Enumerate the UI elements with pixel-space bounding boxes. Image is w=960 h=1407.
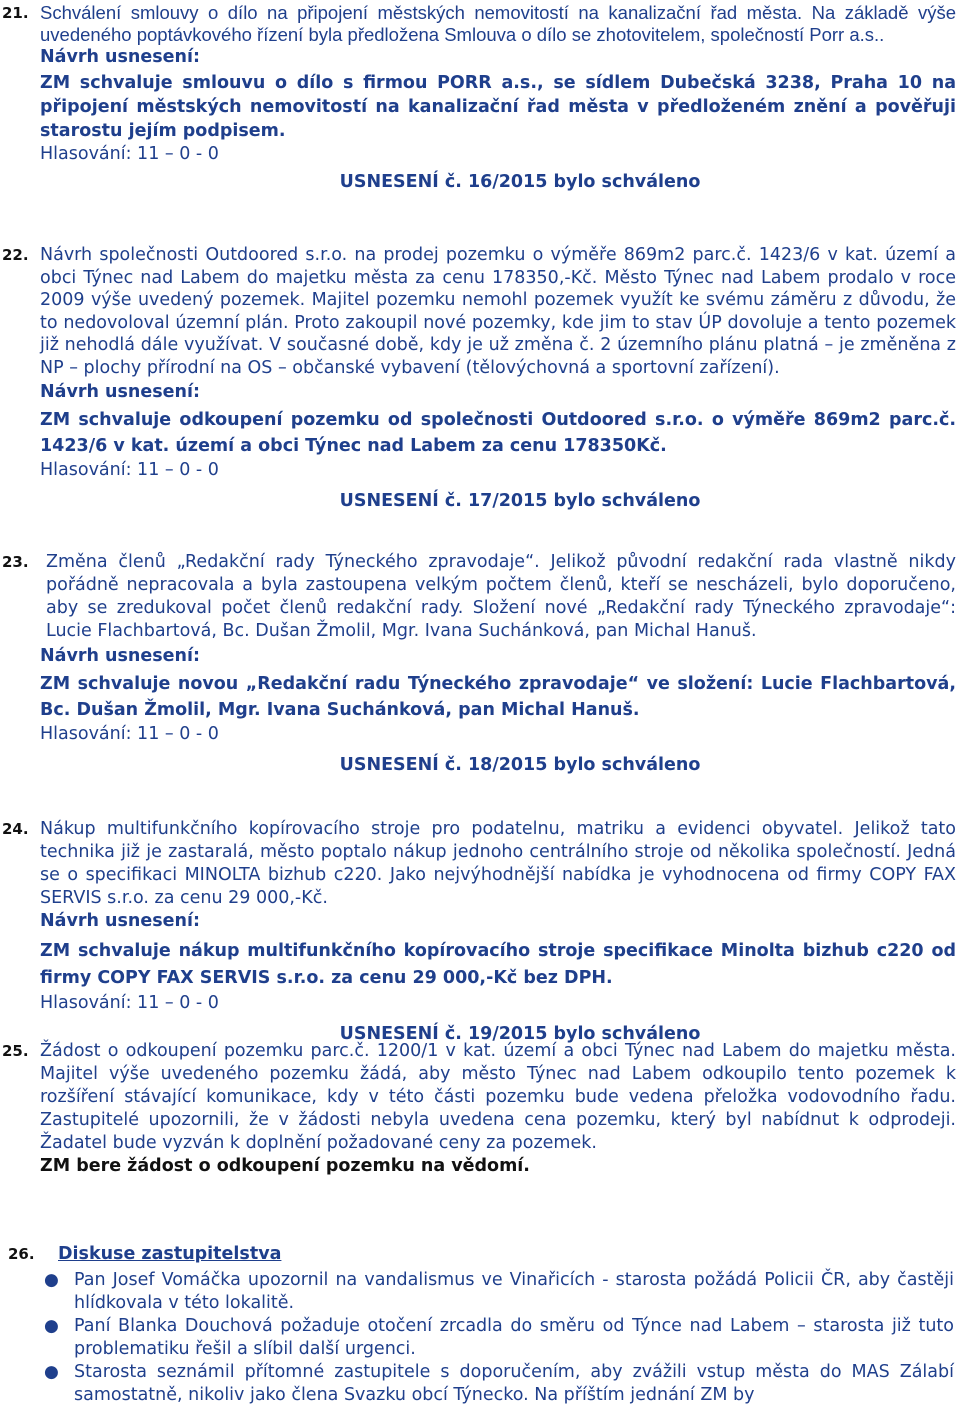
section-title: Diskuse zastupitelstva xyxy=(58,1244,282,1264)
intro-part: Proto zakoupil nové pozemky, kde jim to stav ÚP dovoluje a tento pozemek již nehodlá dále využívat. xyxy=(40,312,956,355)
discussion-list xyxy=(0,1269,960,1407)
intro-part: Majitel pozemku nemohl pozemek využít ke svému záměru z důvodu, že to nedovoloval územní plán. xyxy=(40,290,956,333)
item-intro xyxy=(46,551,956,643)
list-item: ● Paní Blanka Douchová požaduje otočení zrcadla do směru od Týnce nad Labem – starosta již tuto problematiku řešil a slíbil další urgenci. xyxy=(44,1316,954,1359)
intro-part: Město Týnec nad Labem prodalo v roce 2009 výše uvedený pozemek. xyxy=(40,267,956,310)
resolution-text: ZM schvaluje nákup multifunkčního kopírovacího stroje specifikace Minolta bizhub c220 od firmy COPY FAX SERVIS s.r.o. za cenu 29 000,-Kč bez DPH. xyxy=(40,941,956,988)
item-intro: Nákup multifunkčního kopírovacího stroje pro podatelnu, matriku a evidenci obyvatel. Jelikož tato technika již je zastaralá, město poptalo nákup jednoho centrálního stroje od několika společností. Jedná se o specifikaci MINOLTA bizhub c220. Jako nejvýhodnější nabídka je vyhodnocena od firmy COPY FAX SERVIS s.r.o. za cenu 29 000,-Kč. xyxy=(40,819,956,908)
resolution-number: USNESENÍ č. 17/2015 bylo schváleno xyxy=(339,491,701,511)
vote-result: Hlasování: 11 – 0 - 0 xyxy=(40,993,219,1013)
bullet-icon: ● xyxy=(44,1362,59,1382)
item-intro: Schválení smlouvy o dílo na připojení městských nemovitostí na kanalizační řad města. Na základě výše uvedeného poptávkového řízení byla předložena Smlouva o dílo se zhotovitelem, společností Porr a.s.. xyxy=(40,2,956,45)
item-intro xyxy=(40,244,956,379)
item-number: 21. xyxy=(2,4,29,22)
bullet-icon: ● xyxy=(44,1270,59,1290)
agenda-item-23 xyxy=(0,551,960,777)
item-number: 24. xyxy=(2,820,29,838)
resolution-number: USNESENÍ č. 18/2015 bylo schváleno xyxy=(339,755,701,775)
item-number: 25. xyxy=(2,1042,29,1060)
agenda-item-24 xyxy=(0,818,960,1046)
resolution-number: USNESENÍ č. 19/2015 bylo schváleno xyxy=(339,1024,701,1044)
list-item: ● Starosta seznámil přítomné zastupitele s doporučením, aby zvážili vstup města do MAS Zálabí samostatně, nikoliv jako člena Svazku obcí Týnecko. Na příštím jednání ZM by xyxy=(44,1362,954,1405)
vote-result: Hlasování: 11 – 0 - 0 xyxy=(40,460,219,480)
bullet-icon: ● xyxy=(44,1316,59,1336)
agenda-item-26 xyxy=(0,1243,960,1407)
proposal-label: Návrh usnesení: xyxy=(40,47,200,67)
resolution-text: ZM schvaluje novou „Redakční radu Týneckého zpravodaje“ ve složení: Lucie Flachbartová, Bc. Dušan Žmolil, Mgr. Ivana Suchánková, pan Michal Hanuš. xyxy=(40,674,956,720)
intro-part: Jelikož původní redakční rada vlastně nikdy pořádně nepracovala a byla zastoupena velkým počtem členů, kteří se nescházeli, bylo doporučeno, aby se zredukoval počet členů redakční rady. xyxy=(46,552,956,618)
item-number: 26. xyxy=(8,1245,35,1263)
vote-result: Hlasování: 11 – 0 - 0 xyxy=(40,144,219,164)
item-number: 23. xyxy=(2,553,29,571)
item-intro: Žádost o odkoupení pozemku parc.č. 1200/1 v kat. území a obci Týnec nad Labem do majetku města. Majitel výše uvedeného pozemku žádá, aby město Týnec nad Labem odkoupilo tento pozemek k rozšíření stávající komunikace, kdy v této části pozemku bude vedena přeložka vodovodního řadu. Zastupitelé upozornili, že v žádosti nebyla uvedena cena pozemku, který byl nabídnut k odprodeji. Žadatel bude vyzván k doplnění požadované ceny za pozemek. xyxy=(40,1041,956,1153)
proposal-label: Návrh usnesení: xyxy=(40,646,200,666)
resolution-text: ZM schvaluje odkoupení pozemku od společnosti Outdoored s.r.o. o výměře 869m2 parc.č. 1423/6 v kat. území a obci Týnec nad Labem za cenu 178350Kč. xyxy=(40,410,956,456)
resolution-text: ZM schvaluje smlouvu o dílo s firmou PORR a.s., se sídlem Dubečská 3238, Praha 10 na připojení městských nemovitostí na kanalizační řad města v předloženém znění a pověřuji starostu jejím podpisem. xyxy=(40,73,956,141)
intro-part: Složení nové „Redakční rady Týneckého zpravodaje“: Lucie Flachbartová, Bc. Dušan Žmolil, Mgr. Ivana Suchánková, pan Michal Hanuš. xyxy=(46,598,956,641)
vote-result: Hlasování: 11 – 0 - 0 xyxy=(40,724,219,744)
resolution-text: ZM bere žádost o odkoupení pozemku na vědomí. xyxy=(40,1156,530,1176)
intro-part: V současné době, kdy je už změna č. 2 územního plánu platná – je změněna z NP – plochy přírodní na OS – občanské vybavení (tělovýchovná a sportovní zařízení). xyxy=(40,335,956,378)
intro-part: Návrh společnosti Outdoored s.r.o. na prodej pozemku o výměře 869m2 parc.č. 1423/6 v kat. území a obci Týnec nad Labem do majetku města za cenu 178350,-Kč. xyxy=(40,245,956,288)
item-number: 22. xyxy=(2,246,29,264)
list-item: ● Pan Josef Vomáčka upozornil na vandalismus ve Vinařicích - starosta požádá Policii ČR, aby častěji hlídkovala v této lokalitě. xyxy=(44,1270,954,1313)
resolution-number: USNESENÍ č. 16/2015 bylo schváleno xyxy=(339,172,701,192)
proposal-label: Návrh usnesení: xyxy=(40,911,200,931)
agenda-item-25 xyxy=(0,1040,960,1178)
intro-part: Změna členů „Redakční rady Týneckého zpravodaje“. xyxy=(46,552,540,572)
proposal-label: Návrh usnesení: xyxy=(40,382,200,402)
agenda-item-21 xyxy=(0,2,960,194)
agenda-item-22 xyxy=(0,244,960,513)
